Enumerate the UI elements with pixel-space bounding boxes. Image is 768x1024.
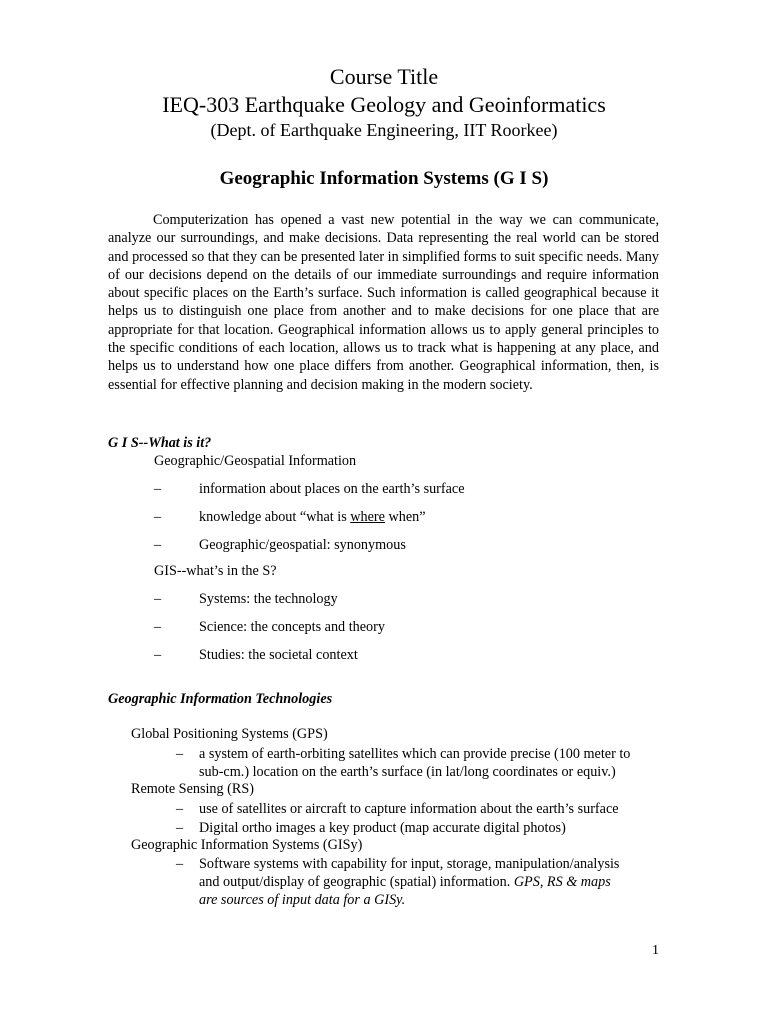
department: (Dept. of Earthquake Engineering, IIT Roorkee) xyxy=(210,120,558,140)
course-title-label: Course Title xyxy=(329,64,439,89)
gps-label: Global Positioning Systems (GPS) xyxy=(131,726,328,742)
gps-item-line2: sub-cm.) location on the earth’s surface (in lat/long coordinates or equiv.) xyxy=(199,764,616,780)
gisy-item-line2-plain: and output/display of geographic (spatial) information. xyxy=(199,874,511,890)
geo-item-1: information about places on the earth’s surface xyxy=(199,481,465,497)
geo-item-2-where: where xyxy=(350,509,385,525)
intro-paragraph: Computerization has opened a vast new potential in the way we can communicate, analyze our surroundings, and make decisions. Data representing the real world can be stored and processed so that they can be presented later in simplified forms to suit specific needs. Many of our decisions depend on the details of our immediate surroundings and require information about specific places on the Earth’s surface. Such information is called geographical because it helps us to distinguish one place from another and to make decisions for one place that are appropriate for that location. Geographical information allows us to apply general principles to the specific conditions of each location, allows us to track what is happening at any place, and helps us to understand how one place differs from another. Geographical information, then, is essential for effective planning and decision making in the modern society. xyxy=(108,212,659,393)
geo-info-label: Geographic/Geospatial Information xyxy=(154,453,357,469)
gisy-label: Geographic Information Systems (GISy) xyxy=(131,837,363,853)
bullet-dash: – xyxy=(154,537,162,553)
gisy-item-line1: Software systems with capability for input, storage, manipulation/analysis xyxy=(199,856,620,872)
s-item-1: Systems: the technology xyxy=(199,591,338,607)
geo-item-3: Geographic/geospatial: synonymous xyxy=(199,537,406,553)
geo-item-2-part-b: when” xyxy=(388,509,426,525)
bullet-dash: – xyxy=(176,820,184,836)
page-number: 1 xyxy=(652,943,659,958)
bullet-dash: – xyxy=(154,591,162,607)
s-label: GIS--what’s in the S? xyxy=(154,563,277,579)
bullet-dash: – xyxy=(154,619,162,635)
rs-label: Remote Sensing (RS) xyxy=(131,781,254,797)
section-heading-technologies: Geographic Information Technologies xyxy=(108,691,333,707)
section-heading-what-is-it: G I S--What is it? xyxy=(108,435,212,451)
main-heading: Geographic Information Systems (G I S) xyxy=(219,168,549,189)
bullet-dash: – xyxy=(176,856,184,872)
gisy-item-line2-italic: GPS, RS & maps xyxy=(513,874,611,890)
bullet-dash: – xyxy=(154,647,162,663)
gisy-item-line2 xyxy=(199,873,611,891)
rs-item-1: use of satellites or aircraft to capture information about the earth’s surface xyxy=(199,801,619,817)
rs-item-2: Digital ortho images a key product (map accurate digital photos) xyxy=(199,820,566,836)
geo-item-2-part-a: knowledge about “what is xyxy=(199,509,347,525)
s-item-2: Science: the concepts and theory xyxy=(199,619,385,635)
bullet-dash: – xyxy=(176,746,184,762)
geo-item-2 xyxy=(199,508,426,526)
gisy-item-line3: are sources of input data for a GISy. xyxy=(199,892,406,908)
course-name: IEQ-303 Earthquake Geology and Geoinformatics xyxy=(162,92,606,117)
bullet-dash: – xyxy=(154,509,162,525)
s-item-3: Studies: the societal context xyxy=(199,647,358,663)
bullet-dash: – xyxy=(154,481,162,497)
bullet-dash: – xyxy=(176,801,184,817)
gps-item-line1: a system of earth-orbiting satellites which can provide precise (100 meter to xyxy=(199,746,631,762)
